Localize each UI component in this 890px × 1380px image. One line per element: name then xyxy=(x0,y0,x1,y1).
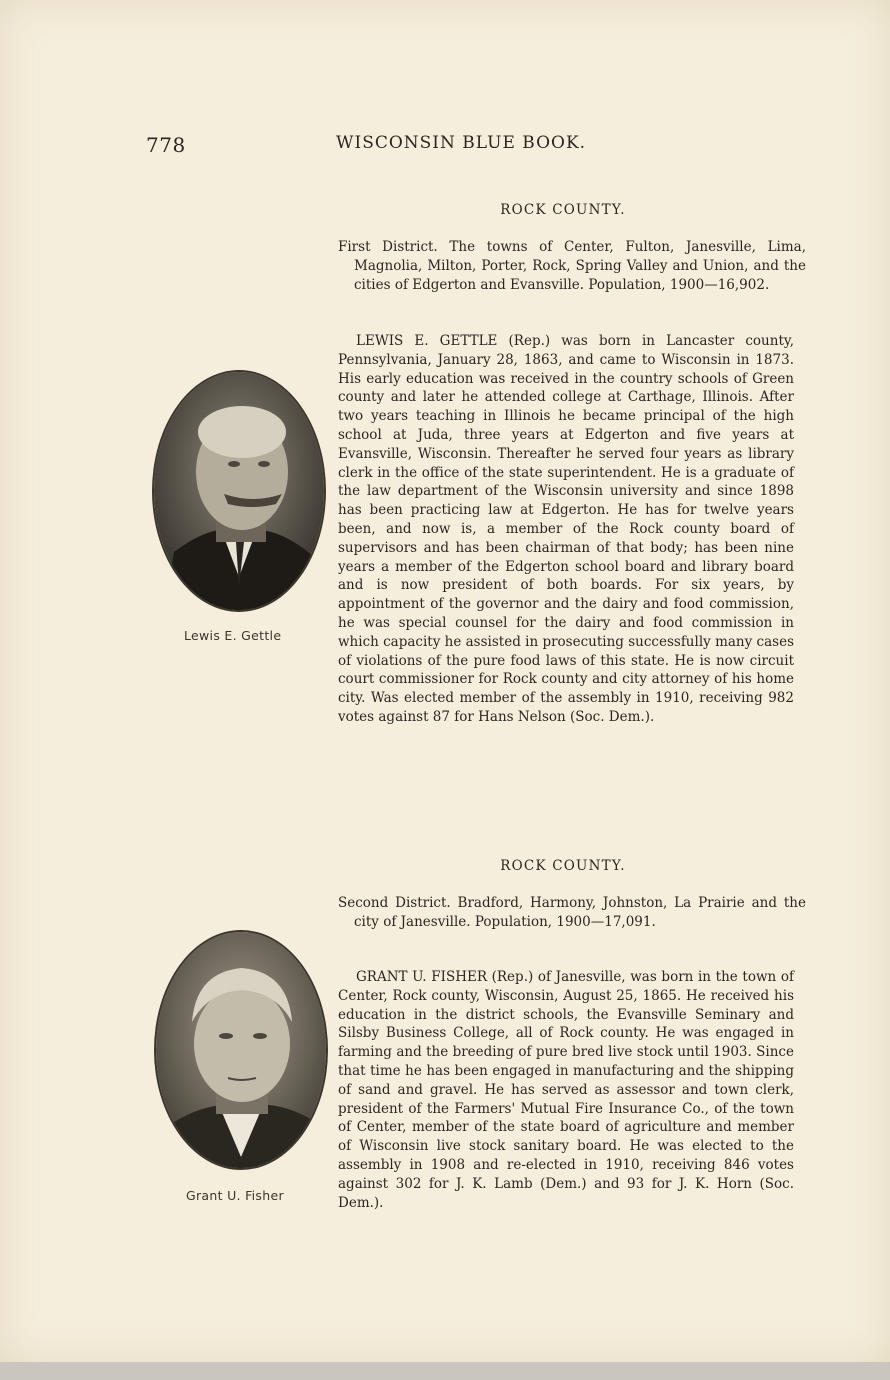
district-description-1: First District. The towns of Center, Fulton, Janesville, Lima, Magnolia, Milton, Porter, Rock, Spring Valley and Union, and the cities of Edgerton and Evansville. Population, 1900—16,902. xyxy=(338,239,806,293)
running-title: WISCONSIN BLUE BOOK. xyxy=(336,133,587,153)
district-description-2: Second District. Bradford, Harmony, Johnston, La Prairie and the city of Janesville. Population, 1900—17,091. xyxy=(338,895,806,930)
section-heading-2: ROCK COUNTY. xyxy=(500,858,626,874)
portrait-caption-2: Grant U. Fisher xyxy=(186,1188,284,1203)
scan-bottom-edge xyxy=(0,1362,890,1380)
section-heading-1: ROCK COUNTY. xyxy=(500,202,626,218)
portrait-caption-1: Lewis E. Gettle xyxy=(184,628,282,643)
page-number: 778 xyxy=(146,133,186,157)
biography-2: GRANT U. FISHER (Rep.) of Janesville, was born in the town of Center, Rock county, Wisconsin, August 25, 1865. He received his education in the district schools, the Evansville Seminary and Silsby Business College, all of Rock county. He was engaged in farming and the breeding of pure bred live stock until 1903. Since that time he has been engaged in manufacturing and the shipping of sand and gravel. He has served as assessor and town clerk, president of the Farmers' Mutual Fire Insurance Co., of the town of Center, member of the state board of agriculture and member of Wisconsin live stock sanitary board. He was elected to the assembly in 1908 and re-elected in 1910, receiving 846 votes against 302 for J. K. Lamb (Dem.) and 93 for J. K. Horn (Soc. Dem.). xyxy=(338,969,794,1211)
page-header xyxy=(146,133,606,159)
portrait-grant-fisher xyxy=(154,930,328,1170)
portrait-lewis-gettle xyxy=(152,370,326,612)
biography-1: LEWIS E. GETTLE (Rep.) was born in Lancaster county, Pennsylvania, January 28, 1863, and came to Wisconsin in 1873. His early education was received in the country schools of Green county and later he attended college at Carthage, Illinois. After two years teaching in Illinois he became principal of the high school at Juda, three years at Edgerton and five years at Evansville, Wisconsin. Thereafter he served four years as library clerk in the office of the state superintendent. He is a graduate of the law department of the Wisconsin university and since 1898 has been practicing law at Edgerton. He has for twelve years been, and now is, a member of the Rock county board of supervisors and has been chairman of that body; has been nine years a member of the Edgerton school board and library board and is now president of both boards. For six years, by appointment of the governor and the dairy and food commission, he was special counsel for the dairy and food commission in which capacity he assisted in prosecuting successfully many cases of violations of the pure food laws of this state. He is now circuit court commissioner for Rock county and city attorney of his home city. Was elected member of the assembly in 1910, receiving 982 votes against 87 for Hans Nelson (Soc. Dem.). xyxy=(338,333,794,725)
